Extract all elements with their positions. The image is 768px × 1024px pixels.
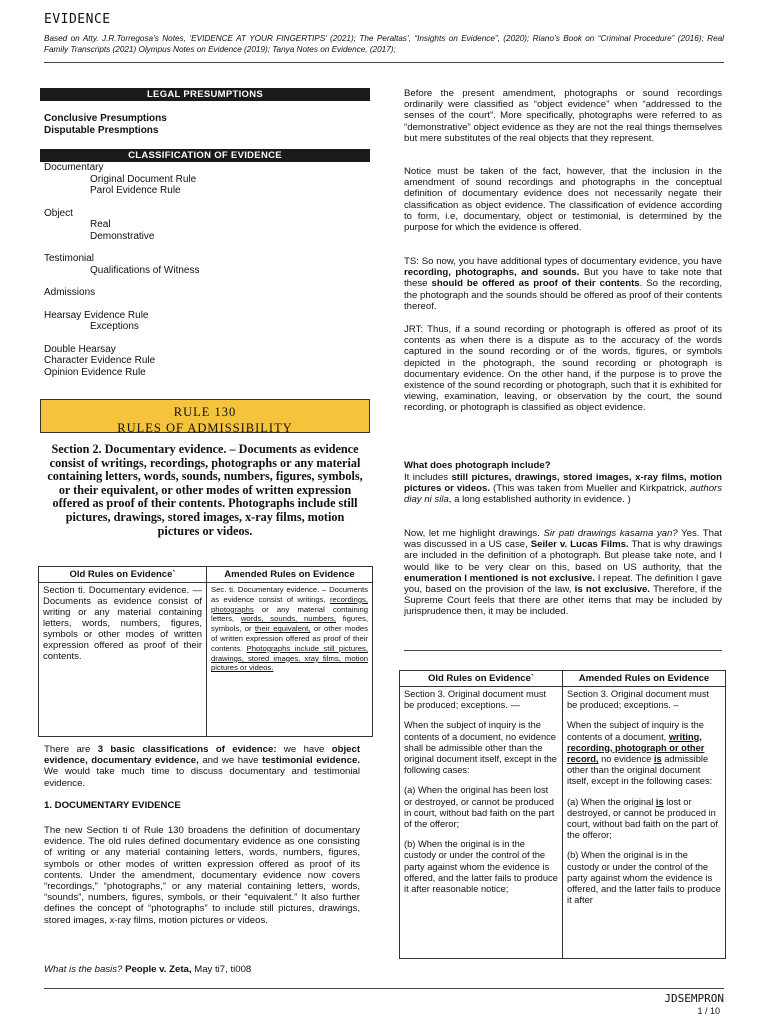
list-item: Exceptions: [90, 321, 139, 332]
legal-presumptions-list: [44, 113, 364, 137]
documentary-evidence-heading: 1. DOCUMENTARY EVIDENCE: [44, 800, 181, 811]
drawings-paragraph: Now, let me highlight drawings. Sir pati drawings kasama yan? Yes. That was discussed in a US case, Seiler v. Lucas Films. That is why drawings are included in the definition of a photograph. But please take note, and I would like to be very clear on this, based on US authority, that the enumeration I mentioned is not exclusive. I repeat. The definition I gave you, based on the provision of the law, is not exclusive. Therefore, if the Supreme Court feels that there are other items that may be included by jurisprudence then, it may be included.: [404, 528, 722, 618]
section-divider: [404, 650, 722, 651]
classification-list: [44, 162, 364, 378]
footer-divider: [44, 988, 724, 989]
list-item: Original Document Rule: [90, 173, 197, 185]
list-item: Object: [44, 207, 73, 219]
amended-rules-header: Amended Rules on Evidence: [207, 567, 373, 583]
list-item: Character Evidence Rule: [44, 355, 156, 366]
list-item: Disputable Presmptions: [44, 125, 159, 136]
original-document-comparison-table: [399, 670, 726, 959]
old-rules-header: Old Rules on Evidence`: [39, 567, 207, 583]
list-item: Conclusive Presumptions: [44, 113, 167, 124]
list-item: Testimonial: [44, 253, 95, 264]
page-number: 1 / 10: [697, 1006, 720, 1016]
old-rule-cell: Section 3. Original document must be produced; exceptions. — When the subject of inquiry is the contents of a document, no evidence shall be admissible other than the original document itself, except in the following cases: (a) When the original has been lost or destroyed, or cannot be produced in court, without bad faith on the part of the offeror; (b) When the original is in the custody or under the control of the party against whom the evidence is offered, and the latter fails to produce it after reasonable notice;: [400, 687, 563, 959]
photograph-answer: It includes still pictures, drawings, stored images, x-ray films, motion pictures or videos. (This was taken from Mueller and Kirkpatrick, authors diay ni sila, a long established authority in evidence. ): [404, 472, 723, 506]
old-rule-cell: Section ti. Documentary evidence. — Documents as evidence consist of writing or any material containing letters, words, numbers, figures, symbols or other modes of written expression offered as proof of their contents.: [39, 583, 207, 737]
classification-heading: CLASSIFICATION OF EVIDENCE: [40, 149, 370, 162]
rule-130-banner: [40, 399, 370, 433]
list-item: Hearsay Evidence Rule: [44, 309, 149, 321]
right-paragraph-2: Notice must be taken of the fact, however, that the inclusion in the amendment of sound recordings and photographs in the conceptual definition of documentary evidence does not necessarily negate their classification as object evidence. The classification of evidence according to form, i.e, documentary, object or testimonial, is determined by the purpose for which the evidence is offered.: [404, 166, 722, 234]
document-title: EVIDENCE: [44, 12, 111, 27]
list-item: Demonstrative: [90, 230, 155, 242]
author-name: JDSEMPRON: [664, 992, 724, 1005]
ts-paragraph: TS: So now, you have additional types of documentary evidence, you have recording, photographs, and sounds. But you have to take note that these should be offered as proof of their contents. So the recording, the photograph and the sounds should be offered as proof of their contents thereof.: [404, 256, 722, 312]
right-paragraph-1: Before the present amendment, photographs or sound recordings ordinarily were classified as “object evidence” when “addressed to the senses of the court”. More specifically, photographs were referred to as “demonstrative” object evidence as they are not the real things themselves but mere substitutes of the real objects that they represent.: [404, 88, 722, 144]
photograph-question: What does photograph include?: [404, 460, 551, 471]
amended-rule-cell: Sec. ti. Documentary evidence. – Documents as evidence consist of writings, recordings, photographs or any material containing letters, words, sounds, numbers, figures, symbols, or their equivalent, or other modes of written expression offered as proof of their contents. Photographs include still pictures, drawings, stored images, xray films, motion pictures or videos.: [207, 583, 373, 737]
sources-note: Based on Atty. J.R.Torregosa’s Notes, ‘EVIDENCE AT YOUR FINGERTIPS’ (2021); The Peraltas’, “Insights on Evidence”, (2020); Riano’s Book on “Criminal Procedure” (2016); Real Family Transcripts (2021) Olympus Notes on Evidence (2019); Tanya Notes on Evidence, (2017);: [44, 34, 724, 54]
list-item: Admissions: [44, 287, 96, 298]
header-divider: [44, 62, 724, 63]
list-item: Double Hearsay: [44, 343, 116, 355]
list-item: Opinion Evidence Rule: [44, 366, 146, 378]
legal-presumptions-heading: LEGAL PRESUMPTIONS: [40, 88, 370, 101]
section-2-text: Section 2. Documentary evidence. – Documents as evidence consist of writings, recordings, photographs or any material containing letters, words, sounds, numbers, figures, symbols, or their equivalent, or other modes of written expression offered as proof of their contents. Photographs include still pictures, drawings, stored images, x-ray films, motion pictures or videos.: [47, 442, 363, 538]
list-item: Qualifications of Witness: [90, 264, 200, 276]
jrt-paragraph: JRT: Thus, if a sound recording or photograph is offered as proof of its contents as when there is a dispute as to the accuracy of the words captured in the sound recording or of the words, figures, or symbols depicted in the photograph, the sound recording or photograph is documentary evidence. On the other hand, if the purpose is to prove the existence of the sound recording or photograph, such that it is exhibited for viewing, examination, leaving, or observation by the court, the sound recording, or photograph is classified as object evidence.: [404, 324, 722, 414]
old-rules-header: Old Rules on Evidence`: [400, 671, 563, 687]
list-item: Documentary: [44, 162, 104, 173]
classifications-paragraph: There are 3 basic classifications of evidence: we have object evidence, documentary evidence, and we have testimonial evidence. We would take much time to discuss documentary and testimonial evidence.: [44, 744, 361, 789]
amended-rules-header: Amended Rules on Evidence: [563, 671, 726, 687]
rule-title: RULES OF ADMISSIBILITY: [117, 421, 293, 435]
rule-number: RULE 130: [173, 405, 237, 419]
documentary-evidence-paragraph: The new Section ti of Rule 130 broadens the definition of documentary evidence. The old rules defined documentary evidence as one consisting of writing or any material containing letters, words, numbers, figures, symbols or other modes of written expression offered as proof of its contents. Under the amendment, documentary evidence now covers “recordings,” “photographs,” or any material containing letters, words, “sounds”, numbers, figures, symbols, or their “equivalent.” It also further defines the concept of “photographs” to include still pictures, drawings, stored images, x-ray films, motion pictures or videos.: [44, 825, 360, 926]
basis-line: What is the basis? People v. Zeta, May ti7, ti008: [44, 964, 252, 975]
list-item: Real: [90, 219, 111, 230]
documentary-evidence-comparison-table: [38, 566, 373, 737]
amended-rule-cell: Section 3. Original document must be produced; exceptions. – When the subject of inquiry is the contents of a document, writing, recording, photograph or other record, no evidence is admissible other than the original document itself, except in the following cases: (a) When the original is lost or destroyed, or cannot be produced in court, without bad faith on the part of the offeror; (b) When the original is in the custody or under the control of the party against whom the evidence is offered, and the latter fails to produce it after: [563, 687, 726, 959]
list-item: Parol Evidence Rule: [90, 185, 181, 196]
